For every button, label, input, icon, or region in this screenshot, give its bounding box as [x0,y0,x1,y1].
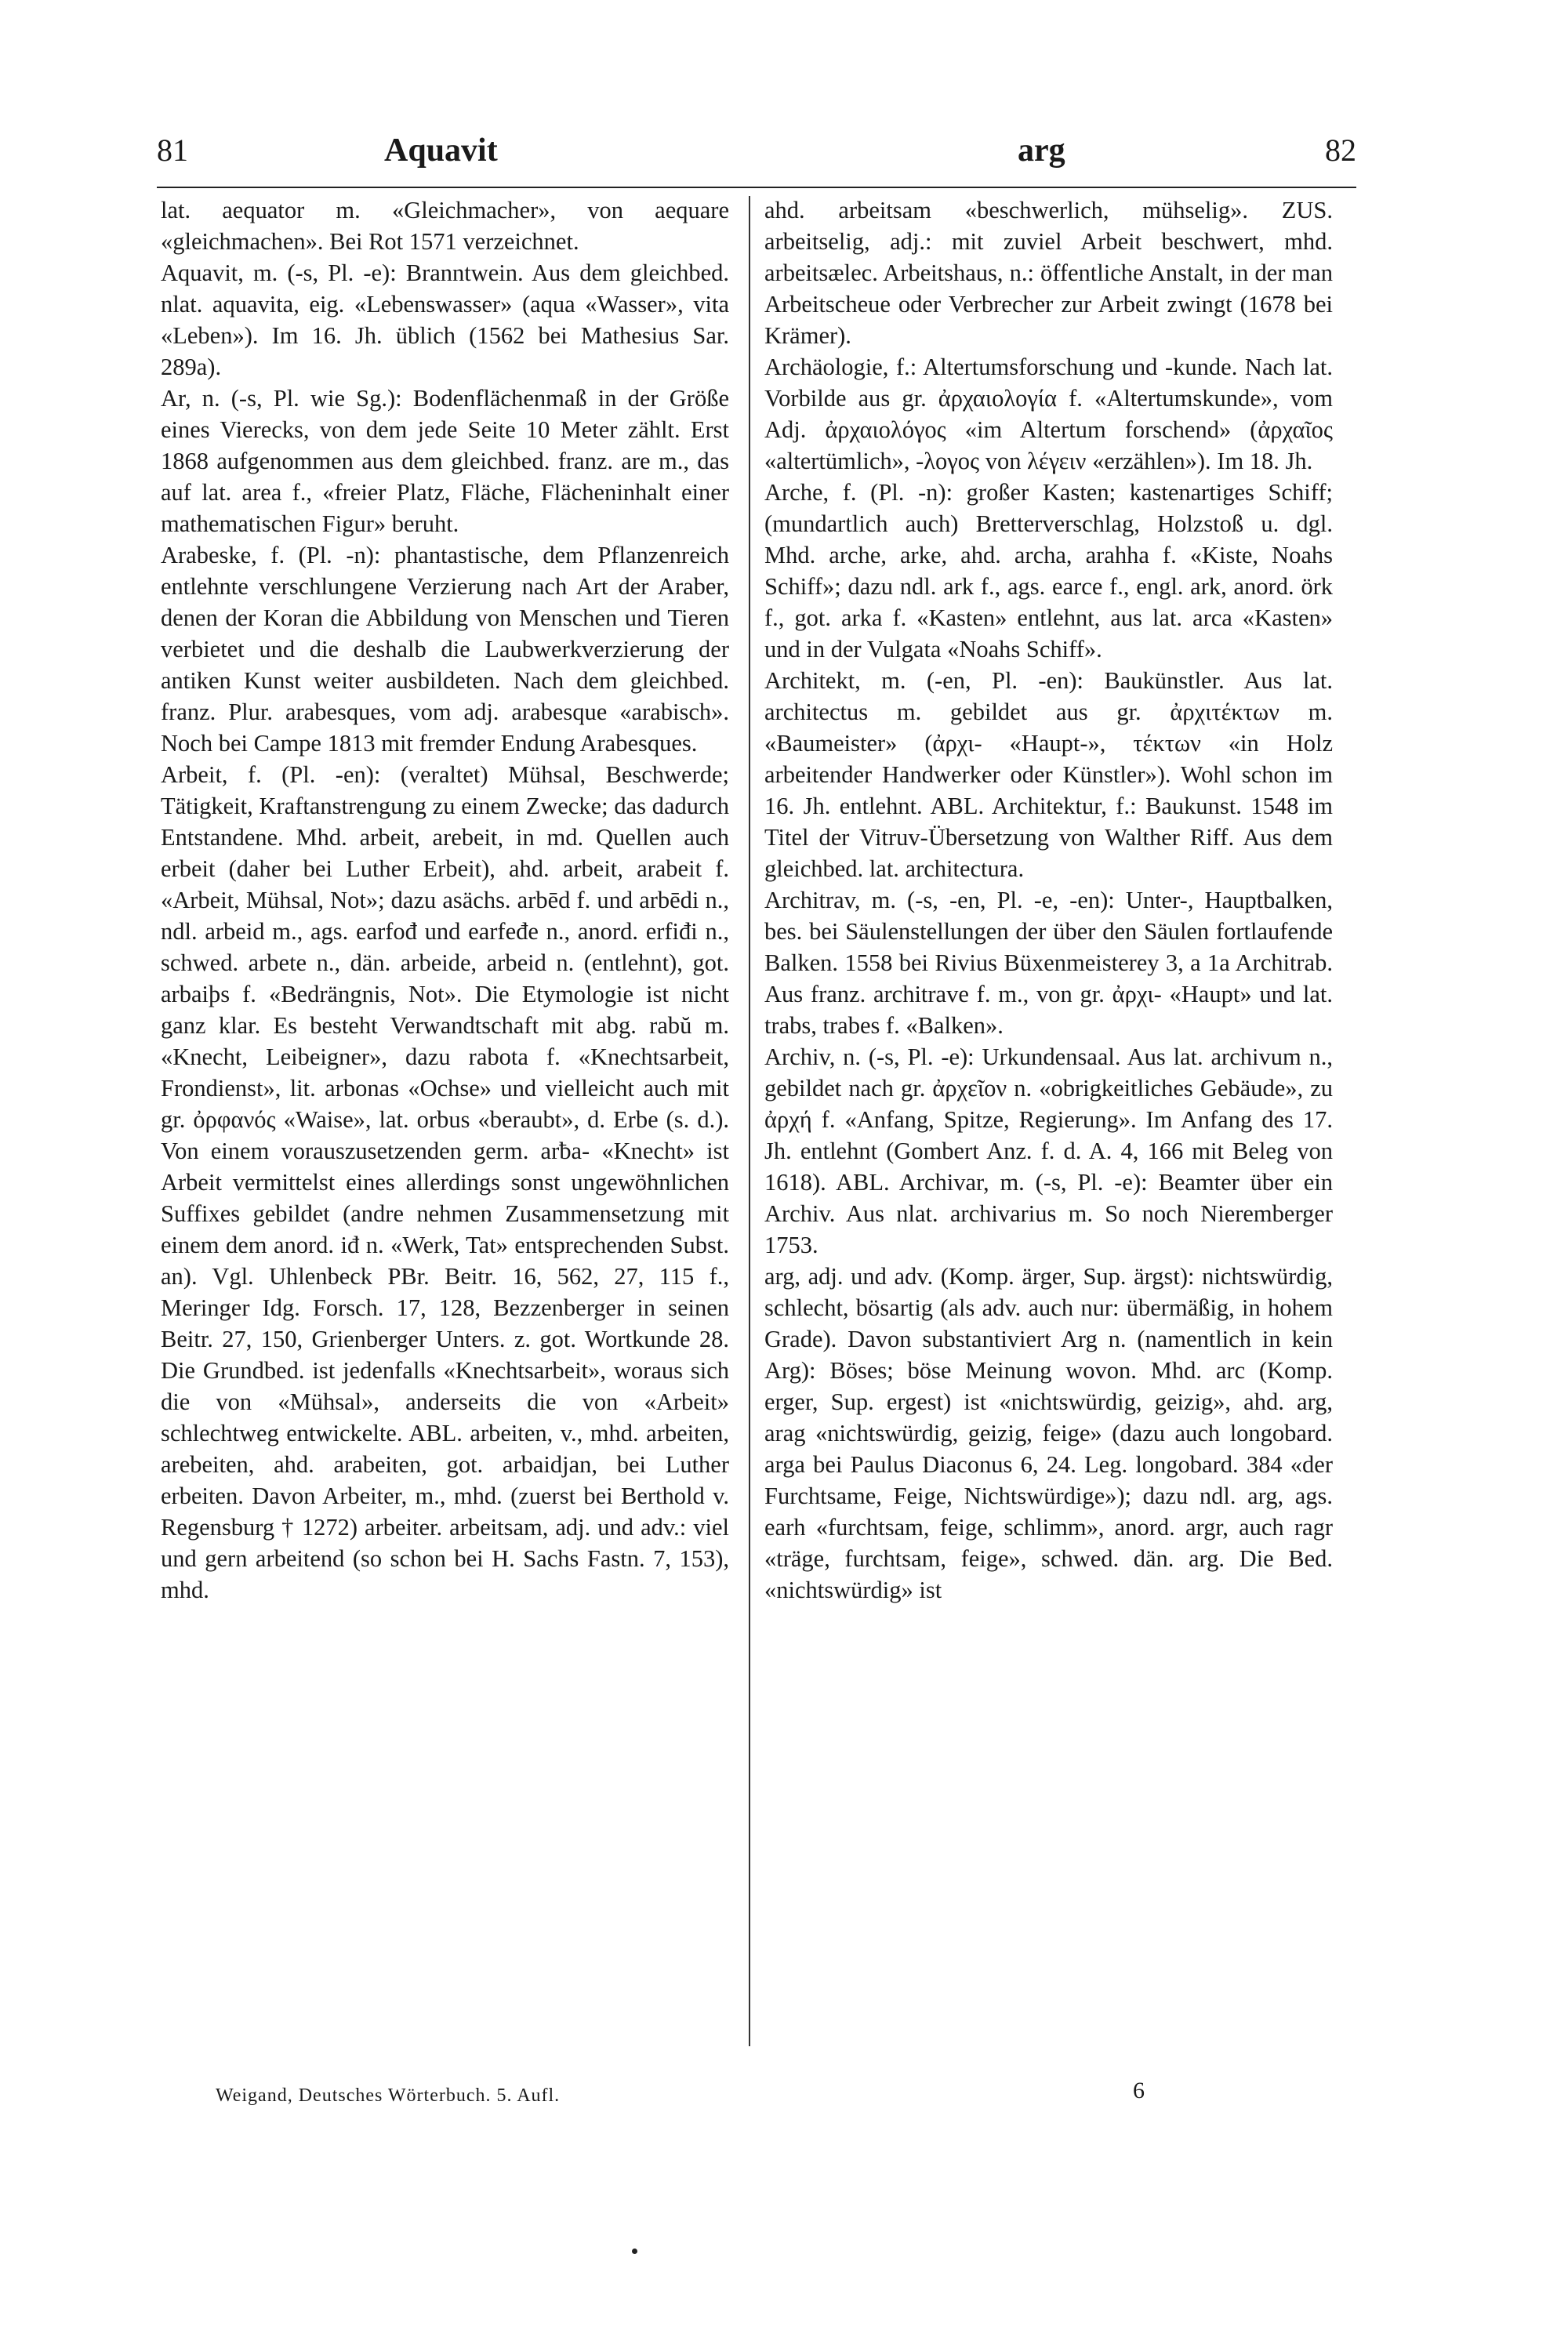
entry-architrav: Architrav, m. (-s, -en, Pl. -e, -en): Unter-, Hauptbalken, bes. bei Säulenstellungen der über den Säulen fortlaufende Balken. 1558 bei Rivius Büxenmeisterey 3, a 1a Architrab. Aus franz. architrave f. m., von gr. ἀρχι- «Haupt» und lat. trabs, trabes f. «Balken». [764,887,1333,1039]
entry-arabeske: Arabeske, f. (Pl. -n): phantastische, dem Pflanzenreich entlehnte verschlungene Verzierung nach Art der Araber, denen der Koran die Abbildung von Menschen und Tieren verbietet und die deshalb die Laubwerkverzierung der antiken Kunst weiter ausbildeten. Nach dem gleichbed. franz. Plur. arabesques, vom adj. arabesque «arabisch». Noch bei Campe 1813 mit fremder Endung Arabesques. [161,542,729,757]
entry-architekt: Architekt, m. (-en, Pl. -en): Baukünstler. Aus lat. architectus m. gebildet aus gr. ἀρχιτέκτων m. «Baumeister» (ἀρχι- «Haupt-», τέκτων «in Holz arbeitender Handwerker oder Künstler»). Wohl schon im 16. Jh. entlehnt. ABL. Architektur, f.: Baukunst. 1548 im Titel der Vitruv-Übersetzung von Walther Riff. Aus dem gleichbed. lat. architectura. [764,667,1333,882]
catchword-right: arg [1018,132,1065,169]
page-number-left: 81 [157,132,188,168]
header-rule [157,187,1356,188]
entry-aquavit: Aquavit, m. (-s, Pl. -e): Branntwein. Aus dem gleichbed. nlat. aquavita, eig. «Lebenswasser» (aqua «Wasser», vita «Leben»). Im 16. Jh. üblich (1562 bei Mathesius Sar. 289a). [161,260,729,380]
entry-archiv: Archiv, n. (-s, Pl. -e): Urkundensaal. Aus lat. archivum n., gebildet nach gr. ἀρχεῖον n. «obrigkeitliches Gebäude», zu ἀρχή f. «Anfang, Spitze, Regierung». Im Anfang des 17. Jh. entlehnt (Gombert Anz. f. d. A. 4, 166 mit Beleg von 1618). ABL. Archivar, m. (-s, Pl. -e): Beamter über ein Archiv. Aus nlat. archivarius m. So noch Nieremberger 1753. [764,1044,1333,1258]
entry-arche: Arche, f. (Pl. -n): großer Kasten; kastenartiges Schiff; (mundartlich auch) Bretterverschlag, Holzstoß u. dgl. Mhd. arche, arke, ahd. archa, arahha f. «Kiste, Noahs Schiff»; dazu ndl. ark f., ags. earce f., engl. ark, anord. örk f., got. arka f. «Kasten» entlehnt, aus lat. arca «Kasten» und in der Vulgata «Noahs Schiff». [764,479,1333,662]
entry-arbeit: Arbeit, f. (Pl. -en): (veraltet) Mühsal, Beschwerde; Tätigkeit, Kraftanstrengung zu einem Zwecke; das dadurch Entstandene. Mhd. arbeit, arebeit, in md. Quellen auch erbeit (daher bei Luther Erbeit), ahd. arbeit, arabeit f. «Arbeit, Mühsal, Not»; dazu asächs. arbēd f. und arbēdi n., ndl. arbeid m., ags. earfođ und earfeđe n., anord. erfiđi n., schwed. arbete n., dän. arbeide, arbeid n. (entlehnt), got. arbaiþs f. «Bedrängnis, Not». Die Etymologie ist nicht ganz klar. Es besteht Verwandtschaft mit abg. rabŭ m. «Knecht, Leibeigner», dazu rabota f. «Knechtsarbeit, Frondienst», lit. arbonas «Ochse» und vielleicht auch mit gr. ὀρφανός «Waise», lat. orbus «beraubt», d. Erbe (s. d.). Von einem vorauszusetzenden germ. arƀa- «Knecht» ist Arbeit vermittelst eines allerdings sonst ungewöhnlichen Suffixes gebildet (andre nehmen Zusammensetzung mit einem dem anord. iđ n. «Werk, Tat» entsprechenden Subst. an). Vgl. Uhlenbeck PBr. Beitr. 16, 562, 27, 115 f., Meringer Idg. Forsch. 17, 128, Bezzenberger in seinen Beitr. 27, 150, Grienberger Unters. z. got. Wortkunde 28. Die Grundbed. ist jedenfalls «Knechtsarbeit», woraus sich die von «Mühsal», anderseits die von «Arbeit» schlechtweg entwickelte. ABL. arbeiten, v., mhd. arbeiten, arebeiten, ahd. arabeiten, got. arbaidjan, bei Luther erbeiten. Davon Arbeiter, m., mhd. (zuerst bei Berthold v. Regensburg † 1272) arbeiter. arbeitsam, adj. und adv.: viel und gern arbeitend (so schon bei H. Sachs Fastn. 7, 153), mhd. [161,761,729,1603]
imprint-footer: Weigand, Deutsches Wörterbuch. 5. Aufl. [216,2085,561,2106]
right-column [764,194,1333,1606]
entry-ar: Ar, n. (-s, Pl. wie Sg.): Bodenflächenmaß in der Größe eines Vierecks, von dem jede Seite 10 Meter zählt. Erst 1868 aufgenommen aus dem gleichbed. franz. are m., das auf lat. area f., «freier Platz, Fläche, Flächeninhalt einer mathematischen Figur» beruht. [161,385,729,537]
entry-aequator-cont: lat. aequator m. «Gleichmacher», von aequare «gleichmachen». Bei Rot 1571 verzeichnet. [161,197,729,255]
column-rule [749,196,750,2046]
left-column [161,194,729,1606]
entry-arg: arg, adj. und adv. (Komp. ärger, Sup. ärgst): nichtswürdig, schlecht, bösartig (als adv. auch nur: übermäßig, in hohem Grade). Davon substantiviert Arg n. (namentlich in kein Arg): Böses; böse Meinung wovon. Mhd. arc (Komp. erger, Sup. ergest) ist «nichtswürdig, geizig», ahd. arg, arag «nichtswürdig, geizig, feige» (dazu auch longobard. arga bei Paulus Diaconus 6, 24. Leg. longobard. 384 «der Furchtsame, Feige, Nichtswürdige»); dazu ndl. arg, ags. earh «furchtsam, feige, schlimm», anord. argr, auch ragr «träge, furchtsam, feige», schwed. dän. arg. Die Bed. «nichtswürdig» ist [764,1263,1333,1603]
running-header [157,132,1356,187]
page-number-right: 82 [1325,132,1356,168]
catchword-left: Aquavit [384,132,498,169]
entry-arbeitsam-cont: ahd. arbeitsam «beschwerlich, mühselig». ZUS. arbeitselig, adj.: mit zuviel Arbeit beschwert, mhd. arbeitsælec. Arbeitshaus, n.: öffentliche Anstalt, in der man Arbeitscheue oder Verbrecher zur Arbeit zwingt (1678 bei Krämer). [764,197,1333,349]
signature-mark: 6 [1133,2078,1145,2103]
ink-dot [632,2249,637,2254]
entry-archaeologie: Archäologie, f.: Altertumsforschung und -kunde. Nach lat. Vorbilde aus gr. ἀρχαιολογία f. «Altertumskunde», vom Adj. ἀρχαιολόγος «im Altertum forschend» (ἀρχαῖος «altertümlich», -λογος von λέγειν «erzählen»). Im 18. Jh. [764,354,1333,474]
